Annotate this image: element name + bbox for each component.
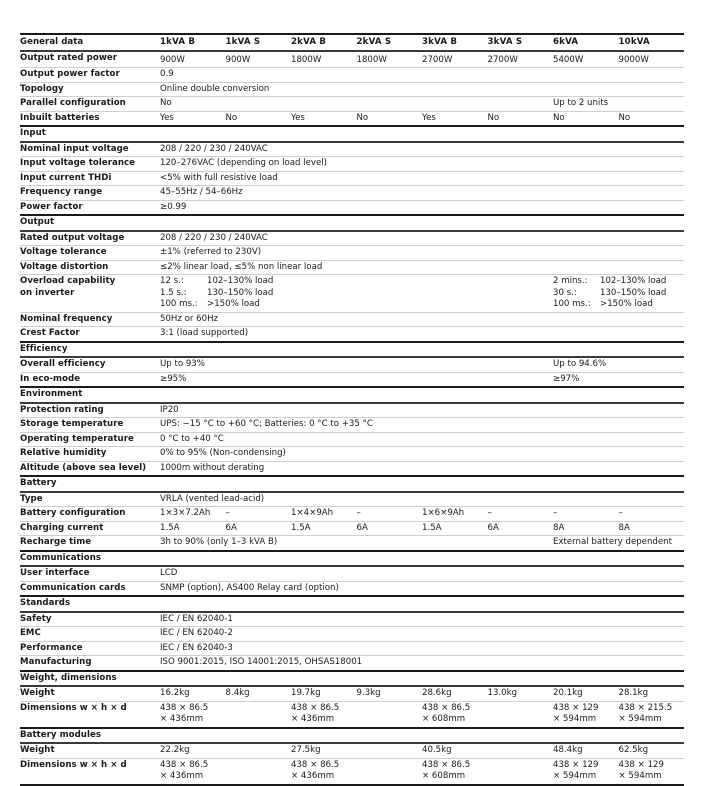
cell-value: 22.2kg [160, 743, 226, 758]
section-header-communications [20, 551, 684, 567]
row-label: Performance [20, 641, 160, 656]
table-row-output-rated-power [20, 51, 684, 68]
cell-value: 27.5kg [291, 743, 357, 758]
row-label: Dimensions w × h × d [20, 701, 160, 728]
row-label: Voltage tolerance [20, 246, 160, 261]
row-label: Relative humidity [20, 447, 160, 462]
row-label: Manufacturing [20, 656, 160, 671]
table-row-eco-mode [20, 372, 684, 387]
overload-load: 102–130% load [207, 276, 274, 286]
table-row-overload-capability [20, 275, 684, 313]
table-row-ups-dimensions [20, 701, 684, 728]
row-label: Storage temperature [20, 418, 160, 433]
row-label: Recharge time [20, 536, 160, 551]
cell-value: IEC / EN 62040-2 [160, 627, 684, 642]
cell-value: 16.2kg [160, 686, 226, 701]
row-label [20, 275, 160, 313]
table-row-rated-output-voltage [20, 231, 684, 246]
table-row-input-voltage-tolerance [20, 157, 684, 172]
cell-value [357, 758, 423, 785]
cell-value: No [553, 111, 619, 126]
section-title: Standards [20, 596, 684, 612]
section-title: Weight, dimensions [20, 671, 684, 687]
section-header-battery [20, 476, 684, 492]
cell-value [553, 701, 619, 728]
dim-line2: × 436mm [291, 771, 335, 781]
table-row-inbuilt-batteries [20, 111, 684, 126]
cell-value: – [553, 507, 619, 522]
section-title: Efficiency [20, 342, 684, 358]
cell-value: 45–55Hz / 54–66Hz [160, 186, 684, 201]
cell-value: No [357, 111, 423, 126]
overload-load: >150% load [600, 299, 653, 309]
row-label-line2: on inverter [20, 287, 75, 298]
table-row-crest-factor [20, 327, 684, 342]
cell-value: Yes [291, 111, 357, 126]
table-row-manufacturing [20, 656, 684, 671]
row-label: Operating temperature [20, 432, 160, 447]
cell-value [553, 758, 619, 785]
cell-value: 62.5kg [619, 743, 685, 758]
row-label: Nominal input voltage [20, 142, 160, 157]
cell-value: 208 / 220 / 230 / 240VAC [160, 231, 684, 246]
row-label: Weight [20, 743, 160, 758]
overload-load: 130–150% load [207, 287, 274, 298]
dim-line1: 438 × 215.5 [618, 702, 673, 713]
column-header-3kva-b: 3kVA B [422, 34, 488, 51]
column-header-1kva-b: 1kVA B [160, 34, 226, 51]
row-label: Dimensions w × h × d [20, 758, 160, 785]
column-header-1kva-s: 1kVA S [226, 34, 292, 51]
cell-value: 50Hz or 60Hz [160, 312, 684, 327]
cell-value [619, 701, 685, 728]
cell-value: 900W [226, 51, 292, 68]
cell-value [422, 701, 488, 728]
section-header-output [20, 215, 684, 231]
dim-line1: 438 × 86.5 [291, 702, 340, 713]
column-header-6kva: 6kVA [553, 34, 619, 51]
cell-value: 900W [160, 51, 226, 68]
cell-value: UPS: −15 °C to +60 °C; Batteries: 0 °C to +35 °C [160, 418, 684, 433]
table-row-performance [20, 641, 684, 656]
cell-value: 28.6kg [422, 686, 488, 701]
cell-value [226, 701, 292, 728]
column-header-general-data: General data [20, 34, 160, 51]
overload-load: 102–130% load [600, 276, 667, 286]
overload-load: 130–150% load [600, 287, 667, 298]
cell-value: 6A [226, 521, 292, 536]
cell-value: 1×4×9Ah [291, 507, 357, 522]
cell-value: 9.3kg [357, 686, 423, 701]
cell-value: Yes [422, 111, 488, 126]
dim-line1: 438 × 86.5 [291, 759, 340, 770]
cell-value: ≥0.99 [160, 200, 684, 215]
table-row-battery-type [20, 492, 684, 507]
section-header-environment [20, 387, 684, 403]
dim-line2: × 594mm [553, 714, 597, 724]
table-header-row [20, 34, 684, 51]
row-label: Weight [20, 686, 160, 701]
cell-value: 0% to 95% (Non-condensing) [160, 447, 684, 462]
overload-time: 1.5 s.: [160, 287, 187, 298]
table-row-relative-humidity [20, 447, 684, 462]
dim-line2: × 594mm [618, 714, 662, 724]
dim-line1: 438 × 129 [618, 759, 664, 770]
cell-value: 1.5A [422, 521, 488, 536]
cell-value: Up to 94.6% [553, 357, 684, 372]
row-label: In eco-mode [20, 372, 160, 387]
cell-value: SNMP (option), AS400 Relay card (option) [160, 581, 684, 596]
row-label: Parallel configuration [20, 97, 160, 112]
row-label: Nominal frequency [20, 312, 160, 327]
table-row-ups-weight [20, 686, 684, 701]
table-row-frequency-range [20, 186, 684, 201]
section-title: Output [20, 215, 684, 231]
cell-value: LCD [160, 566, 684, 581]
cell-value: 2700W [488, 51, 554, 68]
ups-specifications-table [20, 33, 684, 786]
table-row-module-weight [20, 743, 684, 758]
section-title: Battery modules [20, 728, 684, 744]
row-label: Rated output voltage [20, 231, 160, 246]
overload-small-units [160, 275, 553, 313]
cell-value: 0.9 [160, 68, 684, 83]
table-row-nominal-input-voltage [20, 142, 684, 157]
cell-value: – [619, 507, 685, 522]
cell-value: 3h to 90% (only 1–3 kVA B) [160, 536, 553, 551]
cell-value: 2700W [422, 51, 488, 68]
dim-line1: 438 × 86.5 [422, 702, 471, 713]
dim-line1: 438 × 86.5 [422, 759, 471, 770]
cell-value: Up to 93% [160, 357, 553, 372]
table-row-recharge-time [20, 536, 684, 551]
cell-value: 6A [357, 521, 423, 536]
section-header-weight-dimensions [20, 671, 684, 687]
cell-value: 6A [488, 521, 554, 536]
table-row-charging-current [20, 521, 684, 536]
cell-value: 1000m without derating [160, 461, 684, 476]
cell-value: Yes [160, 111, 226, 126]
cell-value [619, 758, 685, 785]
dim-line2: × 436mm [160, 714, 204, 724]
row-label: Battery configuration [20, 507, 160, 522]
table-row-overall-efficiency [20, 357, 684, 372]
column-header-3kva-s: 3kVA S [488, 34, 554, 51]
row-label: Overall efficiency [20, 357, 160, 372]
overload-time: 12 s.: [160, 276, 184, 286]
dim-line2: × 436mm [291, 714, 335, 724]
table-row-voltage-distortion [20, 260, 684, 275]
row-label: Inbuilt batteries [20, 111, 160, 126]
table-row-user-interface [20, 566, 684, 581]
cell-value [422, 758, 488, 785]
table-row-protection-rating [20, 403, 684, 418]
cell-value [160, 758, 226, 785]
dim-line2: × 594mm [618, 771, 662, 781]
row-label: Safety [20, 612, 160, 627]
cell-value: 40.5kg [422, 743, 488, 758]
cell-value [226, 758, 292, 785]
cell-value: 28.1kg [619, 686, 685, 701]
cell-value: ≥95% [160, 372, 553, 387]
row-label: Input current THDi [20, 171, 160, 186]
cell-value: 1.5A [291, 521, 357, 536]
cell-value: – [357, 507, 423, 522]
row-label: Output power factor [20, 68, 160, 83]
dim-line2: × 608mm [422, 714, 466, 724]
cell-value: 5400W [553, 51, 619, 68]
cell-value: ≤2% linear load, ≤5% non linear load [160, 260, 684, 275]
cell-value: IEC / EN 62040-1 [160, 612, 684, 627]
section-title: Battery [20, 476, 684, 492]
cell-value: 20.1kg [553, 686, 619, 701]
row-label: Frequency range [20, 186, 160, 201]
section-header-standards [20, 596, 684, 612]
dim-line1: 438 × 129 [553, 759, 599, 770]
table-row-operating-temperature [20, 432, 684, 447]
row-label: Power factor [20, 200, 160, 215]
table-row-topology [20, 82, 684, 97]
cell-value: No [488, 111, 554, 126]
table-row-voltage-tolerance [20, 246, 684, 261]
table-row-emc [20, 627, 684, 642]
row-label: Type [20, 492, 160, 507]
cell-value [291, 758, 357, 785]
cell-value: <5% with full resistive load [160, 171, 684, 186]
cell-value [291, 701, 357, 728]
cell-value [488, 758, 554, 785]
table-row-module-dimensions [20, 758, 684, 785]
row-label: Communication cards [20, 581, 160, 596]
cell-value: 208 / 220 / 230 / 240VAC [160, 142, 684, 157]
section-header-efficiency [20, 342, 684, 358]
row-label: Charging current [20, 521, 160, 536]
cell-value: No [226, 111, 292, 126]
section-title: Environment [20, 387, 684, 403]
table-row-communication-cards [20, 581, 684, 596]
table-row-nominal-frequency [20, 312, 684, 327]
row-label: Protection rating [20, 403, 160, 418]
overload-time: 100 ms.: [160, 299, 198, 309]
section-header-battery-modules [20, 728, 684, 744]
cell-value [357, 743, 423, 758]
row-label: Input voltage tolerance [20, 157, 160, 172]
cell-value: External battery dependent [553, 536, 684, 551]
dim-line1: 438 × 86.5 [160, 702, 209, 713]
cell-value: ISO 9001:2015, ISO 14001:2015, OHSAS18001 [160, 656, 684, 671]
overload-time: 100 ms.: [553, 299, 591, 309]
cell-value: IP20 [160, 403, 684, 418]
cell-value: IEC / EN 62040-3 [160, 641, 684, 656]
row-label: Output rated power [20, 51, 160, 68]
section-title: Communications [20, 551, 684, 567]
dim-line2: × 436mm [160, 771, 204, 781]
cell-value: 0 °C to +40 °C [160, 432, 684, 447]
row-label: Altitude (above sea level) [20, 461, 160, 476]
cell-value: ±1% (referred to 230V) [160, 246, 684, 261]
column-header-2kva-b: 2kVA B [291, 34, 357, 51]
table-row-power-factor [20, 200, 684, 215]
overload-time: 2 mins.: [553, 276, 588, 286]
cell-value: ≥97% [553, 372, 684, 387]
row-label-line1: Overload capability [20, 276, 116, 286]
table-row-safety [20, 612, 684, 627]
cell-value: 3:1 (load supported) [160, 327, 684, 342]
dim-line1: 438 × 86.5 [160, 759, 209, 770]
section-title: Input [20, 126, 684, 142]
table-row-parallel-configuration [20, 97, 684, 112]
cell-value: 48.4kg [553, 743, 619, 758]
cell-value: VRLA (vented lead-acid) [160, 492, 684, 507]
row-label: Crest Factor [20, 327, 160, 342]
cell-value: 1.5A [160, 521, 226, 536]
overload-load: >150% load [207, 299, 260, 309]
cell-value: 19.7kg [291, 686, 357, 701]
cell-value: 8.4kg [226, 686, 292, 701]
row-label: EMC [20, 627, 160, 642]
cell-value: 13.0kg [488, 686, 554, 701]
cell-value [488, 701, 554, 728]
cell-value: 1×3×7.2Ah [160, 507, 226, 522]
cell-value: 1800W [291, 51, 357, 68]
cell-value: Online double conversion [160, 82, 684, 97]
dim-line2: × 608mm [422, 771, 466, 781]
table-row-output-power-factor [20, 68, 684, 83]
table-row-battery-configuration [20, 507, 684, 522]
cell-value [226, 743, 292, 758]
cell-value [488, 743, 554, 758]
column-header-10kva: 10kVA [619, 34, 685, 51]
table-row-altitude [20, 461, 684, 476]
cell-value: 9000W [619, 51, 685, 68]
table-row-input-current-thdi [20, 171, 684, 186]
cell-value: No [619, 111, 685, 126]
cell-value: – [226, 507, 292, 522]
overload-time: 30 s.: [553, 287, 577, 298]
row-label: Voltage distortion [20, 260, 160, 275]
cell-value: No [160, 97, 553, 112]
cell-value [160, 701, 226, 728]
cell-value: 1800W [357, 51, 423, 68]
column-header-2kva-s: 2kVA S [357, 34, 423, 51]
row-label: Topology [20, 82, 160, 97]
overload-large-units [553, 275, 684, 313]
cell-value [357, 701, 423, 728]
section-header-input [20, 126, 684, 142]
cell-value: 8A [619, 521, 685, 536]
cell-value: Up to 2 units [553, 97, 684, 112]
cell-value: 1×6×9Ah [422, 507, 488, 522]
cell-value: – [488, 507, 554, 522]
dim-line1: 438 × 129 [553, 702, 599, 713]
cell-value: 8A [553, 521, 619, 536]
dim-line2: × 594mm [553, 771, 597, 781]
cell-value: 120–276VAC (depending on load level) [160, 157, 684, 172]
table-row-storage-temperature [20, 418, 684, 433]
row-label: User interface [20, 566, 160, 581]
